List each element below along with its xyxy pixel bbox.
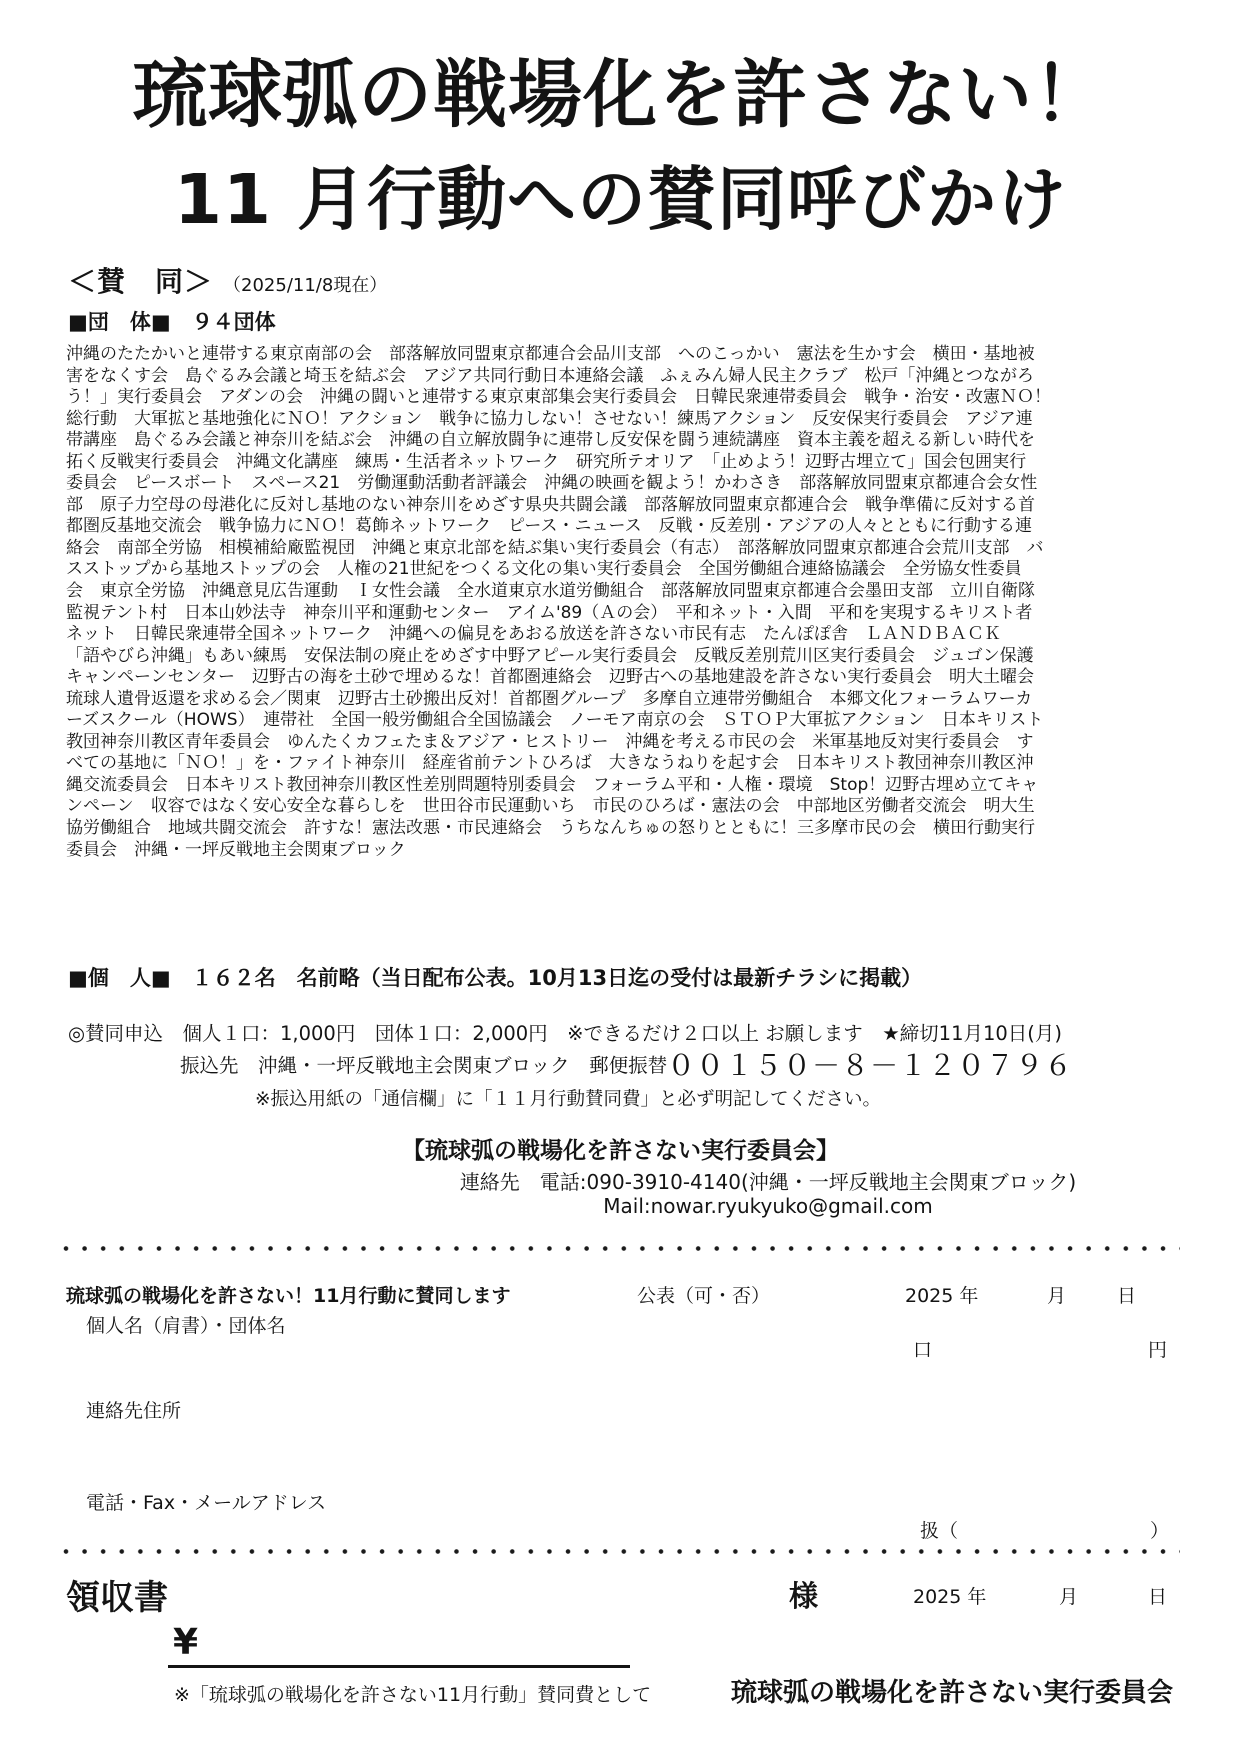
- receipt-addressee-suffix: 様: [789, 1579, 819, 1613]
- form-address-field-label: 連絡先住所: [86, 1400, 182, 1422]
- group-name-line: 委員会 沖縄・一坪反戦地主会関東ブロック: [66, 839, 406, 860]
- committee-contact-phone: 連絡先 電話:090-3910-4140(沖縄・一坪反戦地主会関東ブロック): [459, 1170, 1077, 1194]
- dotted-separator-top: [62, 1246, 1180, 1251]
- form-tel-fax-mail-label: 電話・Fax・メールアドレス: [86, 1492, 327, 1514]
- receipt-amount-underline: [168, 1665, 630, 1668]
- group-name-line: ネット 日韓民衆連帯全国ネットワーク 沖縄への偏見をあおる放送を許さない市民有志 たんぽぽ舎 ＬＡＮＤＢＡＣＫ: [66, 624, 1001, 645]
- page-title-line2: 11 月行動への賛同呼びかけ: [173, 160, 1068, 240]
- form-amount-label: 円: [1148, 1339, 1168, 1361]
- committee-contact-mail: Mail:nowar.ryukyuko@gmail.com: [603, 1194, 933, 1218]
- group-name-line: 絡会 南部全労協 相模補給廠監視団 沖縄と東京北部を結ぶ集い実行委員会（有志） 部落解放同盟東京都連合会荒川支部 バ: [66, 537, 1044, 558]
- form-handler-label-close: ）: [1150, 1520, 1170, 1542]
- application-fee-line: ◎賛同申込 個人１口：1,000円 団体１口：2,000円 ※できるだけ２口以上 お願します ★締切11月10日(月): [68, 1022, 1063, 1045]
- dotted-separator-bottom: [62, 1549, 1180, 1554]
- group-name-line: 害をなくす会 島ぐるみ会議と埼玉を結ぶ会 アジア共同行動日本連絡会議 ふぇみん婦人民主クラブ 松戸「沖縄とつながろ: [66, 365, 1034, 386]
- endorsement-heading-text: ＜賛 同＞: [68, 265, 214, 298]
- group-name-line: 教団神奈川教区青年委員会 ゆんたくカフェたま＆アジア・ヒストリー 沖縄を考える市民の会 米軍基地反対実行委員会 す: [66, 731, 1034, 752]
- group-name-line: べての基地に「ＮＯ！」を・ファイト神奈川 経産省前テントひろば 大きなうねりを起す会 日本キリスト教団神奈川教区沖: [66, 753, 1034, 774]
- receipt-purpose-note: ※「琉球弧の戦場化を許さない11月行動」賛同費として: [174, 1684, 652, 1706]
- receipt-date-month: 月: [1059, 1586, 1079, 1608]
- group-name-line: 部 原子力空母の母港化に反対し基地のない神奈川をめざす県央共闘会議 部落解放同盟東京都連合会 戦争準備に反対する首: [66, 494, 1035, 515]
- form-name-field-label: 個人名（肩書）・団体名: [86, 1315, 286, 1337]
- group-name-line: スストップから基地ストップの会 人権の21世紀をつくる文化の集い実行委員会 全国労働組合連絡協議会 全労協女性委員: [66, 559, 1022, 580]
- form-date-day: 日: [1117, 1285, 1137, 1307]
- receipt-issuer-name: 琉球弧の戦場化を許さない実行委員会: [731, 1678, 1174, 1708]
- form-date-month: 月: [1047, 1285, 1067, 1307]
- group-name-line: 縄交流委員会 日本キリスト教団神奈川教区性差別問題特別委員会 フォーラム平和・人権・環境 Stop！辺野古埋め立てキャ: [66, 774, 1039, 795]
- group-name-line: 都圏反基地交流会 戦争協力にＮＯ！葛飾ネットワーク ピース・ニュース 反戦・反差別・アジアの人々とともに行動する連: [66, 516, 1032, 537]
- form-date-year: 2025 年: [905, 1285, 979, 1307]
- form-handler-label-open: 扱（: [920, 1520, 959, 1542]
- endorsement-as-of-date: （2025/11/8現在）: [223, 275, 388, 296]
- group-name-line: う！」実行委員会 アダンの会 沖縄の闘いと連帯する東京東部集会実行委員会 日韓民衆連帯委員会 戦争・治安・改憲ＮＯ！: [66, 387, 1051, 408]
- endorsement-section-heading: [68, 260, 387, 300]
- group-name-line: 帯講座 島ぐるみ会議と神奈川を結ぶ会 沖縄の自立解放闘争に連帯し反安保を闘う連続講座 資本主義を超える新しい時代を: [66, 430, 1035, 451]
- group-name-line: 総行動 大軍拡と基地強化にＮＯ！アクション 戦争に協力しない！させない！練馬アクション 反安保実行委員会 アジア連: [66, 408, 1033, 429]
- group-name-line: キャンペーンセンター 辺野古の海を土砂で埋めるな！首都圏連絡会 辺野古への基地建設を許さない実行委員会 明大土曜会: [66, 667, 1034, 688]
- groups-heading: ■団 体■ ９４団体: [68, 310, 276, 334]
- group-name-line: 委員会 ピースボート スペース21 労働運動活動者評議会 沖縄の映画を観よう！かわさき 部落解放同盟東京都連合会女性: [66, 473, 1038, 494]
- group-name-line: ーズスクール（HOWS） 連帯社 全国一般労働組合全国協議会 ノーモア南京の会 ＳＴＯＰ大軍拡アクション 日本キリスト: [66, 710, 1044, 731]
- group-name-line: 「語やびら沖縄」もあい練馬 安保法制の廃止をめざす中野アピール実行委員会 反戦反差別荒川区実行委員会 ジュゴン保護: [66, 645, 1034, 666]
- page-title-line1: 琉球弧の戦場化を許さない！: [133, 52, 1108, 138]
- transfer-destination-label: 振込先 沖縄・一坪反戦地主会関東ブロック 郵便振替: [180, 1054, 668, 1077]
- receipt-date-day: 日: [1148, 1586, 1168, 1608]
- receipt-currency-mark: ¥: [173, 1622, 199, 1663]
- group-name-line: 協労働組合 地域共闘交流会 許すな！憲法改悪・市民連絡会 うちなんちゅの怒りとともに！三多摩市民の会 横田行動実行: [66, 818, 1035, 839]
- group-name-line: 琉球人遺骨返還を求める会／関東 辺野古土砂搬出反対！首都圏グループ 多摩自立連帯労働組合 本郷文化フォーラムワーカ: [66, 688, 1033, 709]
- group-name-line: ンペーン 収容ではなく安心安全な暮らしを 世田谷市民運動いち 市民のひろば・憲法の会 中部地区労働者交流会 明大生: [66, 796, 1035, 817]
- groups-name-list: [66, 344, 1184, 861]
- application-note-line: ※振込用紙の「通信欄」に「１１月行動賛同費」と必ず明記してください。: [255, 1089, 882, 1110]
- form-units-label: 口: [913, 1339, 933, 1361]
- postal-transfer-account-number: ００１５０－８－１２０７９６: [667, 1049, 1074, 1082]
- receipt-title: 領収書: [66, 1578, 168, 1618]
- individuals-heading: ■個 人■ １６２名 名前略（当日配布公表。10月13日迄の受付は最新チラシに掲載）: [68, 966, 923, 990]
- committee-name: 【琉球弧の戦場化を許さない実行委員会】: [402, 1138, 839, 1164]
- form-endorse-statement: 琉球弧の戦場化を許さない！11月行動に賛同します: [66, 1285, 511, 1307]
- group-name-line: 監視テント村 日本山妙法寺 神奈川平和運動センター アイム'89（Ａの会） 平和ネット・入間 平和を実現するキリスト者: [66, 602, 1033, 623]
- form-publish-option: 公表（可・否）: [637, 1285, 771, 1307]
- group-name-line: 拓く反戦実行委員会 沖縄文化講座 練馬・生活者ネットワーク 研究所テオリア 「止めよう！辺野古埋立て」国会包囲実行: [66, 451, 1027, 472]
- application-transfer-line: [180, 1044, 1073, 1084]
- receipt-date-year: 2025 年: [913, 1586, 987, 1608]
- group-name-line: 沖縄のたたかいと連帯する東京南部の会 部落解放同盟東京都連合会品川支部 へのこっかい 憲法を生かす会 横田・基地被: [66, 344, 1035, 364]
- group-name-line: 会 東京全労協 沖縄意見広告運動 Ｉ女性会議 全水道東京水道労働組合 部落解放同盟東京都連合会墨田支部 立川自衛隊: [66, 581, 1035, 602]
